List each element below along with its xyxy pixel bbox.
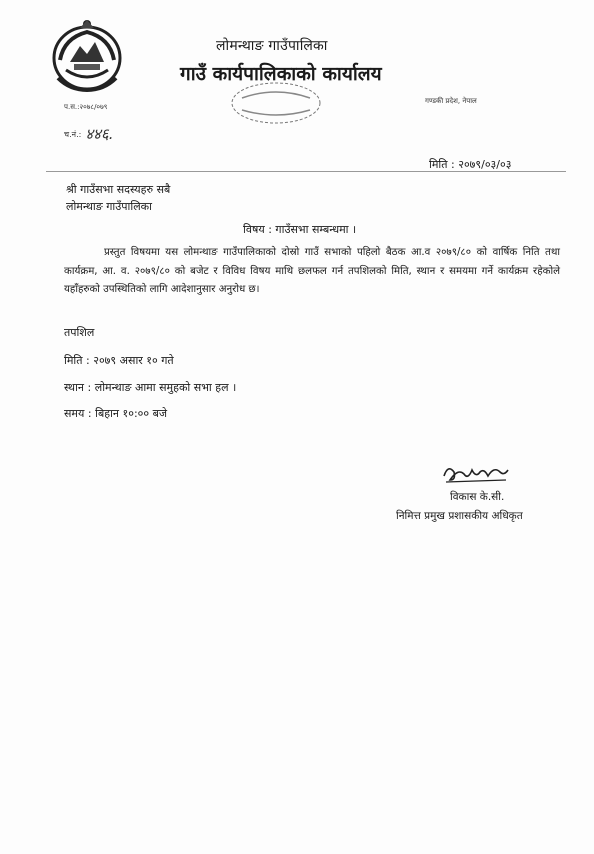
- letter-date: मिति : २०७९/०३/०३: [429, 158, 512, 171]
- nepal-emblem-logo: [50, 18, 124, 94]
- recipient-line-2: लोमन्थाङ गाउँपालिका: [66, 200, 152, 213]
- header-divider: [46, 171, 566, 172]
- recipient-line-1: श्री गाउँसभा सदस्यहरु सबै: [66, 183, 171, 196]
- handwritten-signature: [440, 460, 512, 486]
- office-title: गाउँ कार्यपालिकाको कार्यालय: [180, 63, 382, 85]
- reference-number-label: च.नं.:: [64, 129, 82, 139]
- reference-line: प.स.:२०७८/०७९: [64, 103, 108, 111]
- office-stamp: [228, 80, 324, 126]
- province-text: गण्डकी प्रदेश, नेपाल: [425, 97, 477, 105]
- meeting-time: समय : बिहान १०:०० बजे: [64, 407, 168, 420]
- reference-number-row: [64, 124, 113, 144]
- meeting-date: मिति : २०७९ असार १० गते: [64, 354, 174, 367]
- details-heading: तपशिल: [64, 326, 95, 339]
- body-paragraph: [64, 244, 560, 300]
- org-name: लोमन्थाङ गाउँपालिका: [216, 38, 328, 54]
- signatory-name: विकास के.सी.: [450, 491, 505, 503]
- body-text: प्रस्तुत विषयमा यस लोमन्थाङ गाउँपालिकाको दोस्रो गाउँ सभाको पहिलो बैठक आ.व २०७९/८० को वार्षिक निति तथा कार्यक्रम, आ. व. २०७९/८० को बजेट र विविध विषय माथि छलफल गर्न तपशिलको मिति, स्थान र समयमा गर्ने कार्यक्रम रहेकोले यहाँहरुको उपस्थितिको लागि आदेशानुसार अनुरोध छ।: [64, 247, 560, 295]
- reference-number: ४४६.: [85, 125, 114, 143]
- signatory-designation: निमित्त प्रमुख प्रशासकीय अधिकृत: [396, 510, 523, 522]
- subject-line: विषय : गाउँसभा सम्बन्धमा ।: [243, 223, 357, 236]
- meeting-place: स्थान : लोमन्थाङ आमा समुहको सभा हल ।: [64, 381, 237, 394]
